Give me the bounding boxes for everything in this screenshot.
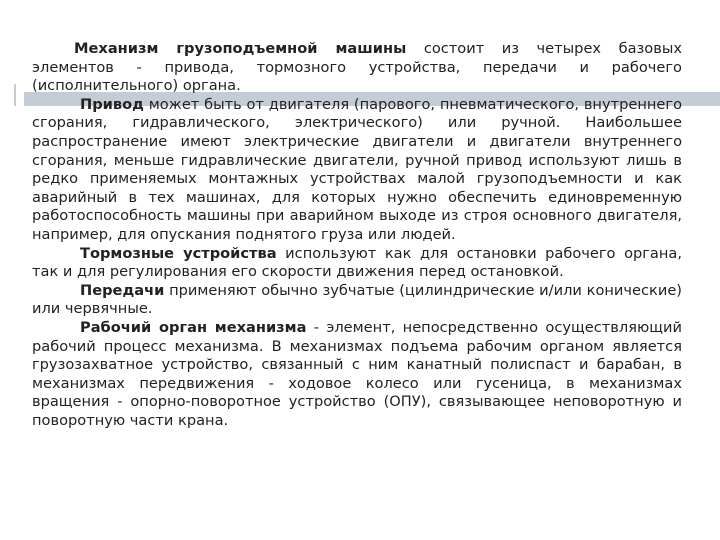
paragraph-transmissions-text: применяют обычно зубчатые (цилиндрические и/или конические) или червячные. — [32, 281, 682, 318]
term-transmissions: Передачи — [80, 281, 165, 299]
term-mechanism: Механизм грузоподъемной машины — [74, 40, 407, 57]
paragraph-transmissions — [32, 282, 682, 319]
paragraph-brakes-text: используют как для остановки рабочего органа, так и для регулирования его скорости движения перед остановкой. — [32, 244, 683, 281]
term-drive: Привод — [80, 95, 144, 113]
paragraph-mechanism — [32, 40, 682, 96]
term-working-body: Рабочий орган механизма — [80, 318, 307, 336]
paragraph-drive-text: может быть от двигателя (парового, пневматического, внутреннего сгорания, гидравлического, электрического) или ручной. Наибольшее распространение имеют электрические двигатели и двигатели внутреннего сгорания, меньше гидравлические двигатели, ручной привод используют лишь в редко применяемых монтажных устройствах малой грузоподъемности и как аварийный в тех машинах, для которых нужно обеспечить единовременную работоспособность машины при аварийном выходе из строя основного двигателя, например, для опускания поднятого груза или людей. — [32, 95, 682, 243]
term-brakes: Тормозные устройства — [80, 244, 277, 262]
paragraph-working-body-text: - элемент, непосредственно осуществляющий рабочий процесс механизма. В механизмах подъема рабочим органом является грузозахватное устройство, связанный с ним канатный полиспаст и барабан, в механизмах передвижения - ходовое колесо или гусеница, в механизмах вращения - опорно-поворотное устройство (ОПУ), связывающее неповоротную и поворотную части крана. — [32, 318, 682, 429]
paragraph-working-body — [32, 319, 682, 431]
accent-divider-tab — [14, 84, 24, 106]
slide-body-text — [32, 40, 682, 430]
paragraph-brakes — [32, 245, 682, 282]
paragraph-mechanism-text: состоит из четырех базовых элементов - привода, тормозного устройства, передачи и рабочего (исполнительного) органа. — [32, 40, 682, 95]
paragraph-drive — [32, 96, 682, 245]
